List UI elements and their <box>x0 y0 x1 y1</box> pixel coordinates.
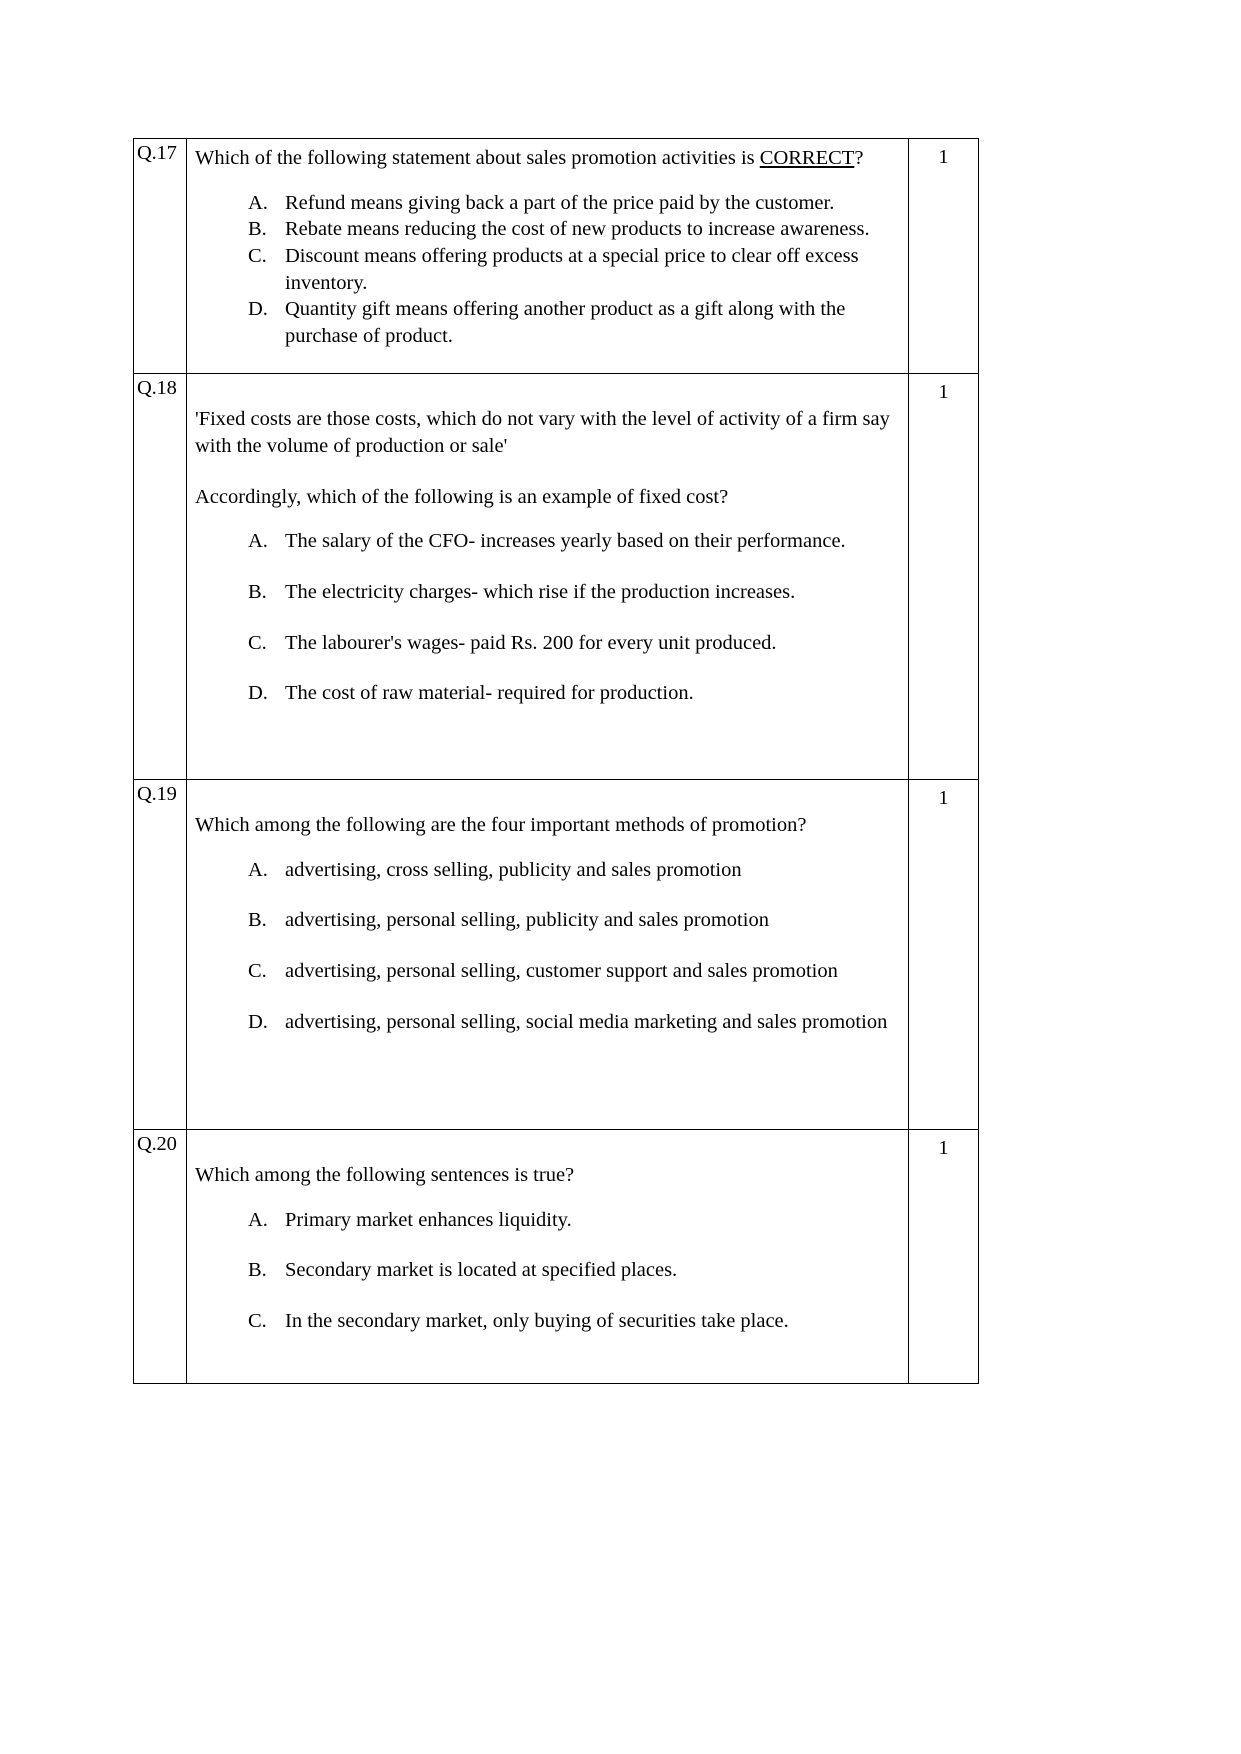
option-label: C. <box>248 244 267 267</box>
option-label: D. <box>248 298 268 321</box>
option-text: advertising, personal selling, customer support and sales promotion <box>285 959 838 982</box>
marks-cell <box>909 1130 979 1384</box>
question-number: Q.18 <box>137 377 177 400</box>
spacer <box>195 349 900 359</box>
question-stem-emphasis: CORRECT <box>759 147 855 169</box>
option-text: Secondary market is located at specified places. <box>285 1259 678 1282</box>
option-text: advertising, personal selling, publicity and sales promotion <box>285 909 769 932</box>
marks-value: 1 <box>938 786 949 809</box>
table-row <box>134 374 979 779</box>
option-text: The labourer's wages- paid Rs. 200 for every unit produced. <box>285 631 777 654</box>
questions-table <box>133 138 979 1384</box>
option-label: B. <box>248 581 267 604</box>
question-body-cell <box>187 139 909 374</box>
question-body-cell <box>187 779 909 1129</box>
list-item <box>195 680 900 707</box>
list-item <box>195 907 900 934</box>
marks-cell <box>909 374 979 779</box>
list-item <box>195 1207 900 1234</box>
option-text: Rebate means reducing the cost of new products to increase awareness. <box>285 218 870 241</box>
list-item <box>195 857 900 884</box>
list-item <box>195 190 900 217</box>
option-label: B. <box>248 1259 267 1282</box>
question-body-cell <box>187 374 909 779</box>
question-stem-part1: Which of the following statement about sales promotion activities is <box>195 147 760 169</box>
marks-value: 1 <box>938 381 949 404</box>
marks-value: 1 <box>938 1137 949 1160</box>
list-item <box>195 216 900 243</box>
question-stem: Accordingly, which of the following is an example of fixed cost? <box>195 485 729 508</box>
question-number: Q.19 <box>137 782 177 805</box>
option-text: Discount means offering products at a special price to clear off excess inventory. <box>285 244 859 294</box>
option-label: C. <box>248 1310 267 1333</box>
question-number-cell <box>134 779 187 1129</box>
list-item <box>195 1257 900 1284</box>
list-item <box>195 958 900 985</box>
option-label: B. <box>248 218 267 241</box>
option-list <box>195 1207 900 1335</box>
option-text: Primary market enhances liquidity. <box>285 1208 572 1231</box>
question-number: Q.17 <box>137 142 177 164</box>
question-stem-part2: ? <box>854 147 864 169</box>
marks-cell <box>909 139 979 374</box>
question-number-cell <box>134 1130 187 1384</box>
marks-value: 1 <box>938 146 949 168</box>
option-label: C. <box>248 959 267 982</box>
question-stem: Which among the following are the four important methods of promotion? <box>195 813 807 836</box>
option-text: The salary of the CFO- increases yearly based on their performance. <box>285 530 846 553</box>
option-label: C. <box>248 631 267 654</box>
option-label: A. <box>248 858 268 881</box>
marks-cell <box>909 779 979 1129</box>
question-number-cell <box>134 139 187 374</box>
list-item <box>195 630 900 657</box>
option-list <box>195 190 900 350</box>
option-text: The cost of raw material- required for production. <box>285 682 694 705</box>
option-text: The electricity charges- which rise if the production increases. <box>285 581 796 604</box>
option-text: In the secondary market, only buying of securities take place. <box>285 1310 789 1333</box>
list-item <box>195 296 900 349</box>
table-row <box>134 1130 979 1384</box>
question-number: Q.20 <box>137 1133 177 1156</box>
list-item <box>195 1308 900 1335</box>
question-stem: Which among the following sentences is true? <box>195 1164 575 1187</box>
question-body-cell <box>187 1130 909 1384</box>
option-label: A. <box>248 1208 268 1231</box>
list-item <box>195 528 900 555</box>
option-label: A. <box>248 191 268 214</box>
spacer <box>195 1059 900 1115</box>
option-label: D. <box>248 1010 268 1033</box>
spacer <box>195 731 900 765</box>
list-item <box>195 579 900 606</box>
question-stem <box>195 145 900 172</box>
option-text: Quantity gift means offering another product as a gift along with the purchase of product. <box>285 298 846 347</box>
list-item <box>195 243 900 296</box>
table-row <box>134 139 979 374</box>
question-number-cell <box>134 374 187 779</box>
option-list <box>195 857 900 1036</box>
option-list <box>195 528 900 707</box>
option-label: A. <box>248 530 268 553</box>
list-item <box>195 1009 900 1036</box>
option-text: advertising, personal selling, social media marketing and sales promotion <box>285 1010 888 1033</box>
option-text: Refund means giving back a part of the price paid by the customer. <box>285 191 835 214</box>
spacer <box>195 1359 900 1369</box>
table-row <box>134 779 979 1129</box>
option-label: D. <box>248 682 268 705</box>
option-label: B. <box>248 909 267 932</box>
option-text: advertising, cross selling, publicity and sales promotion <box>285 858 742 881</box>
question-quote: 'Fixed costs are those costs, which do not vary with the level of activity of a firm say with the volume of production or sale' <box>195 408 890 458</box>
